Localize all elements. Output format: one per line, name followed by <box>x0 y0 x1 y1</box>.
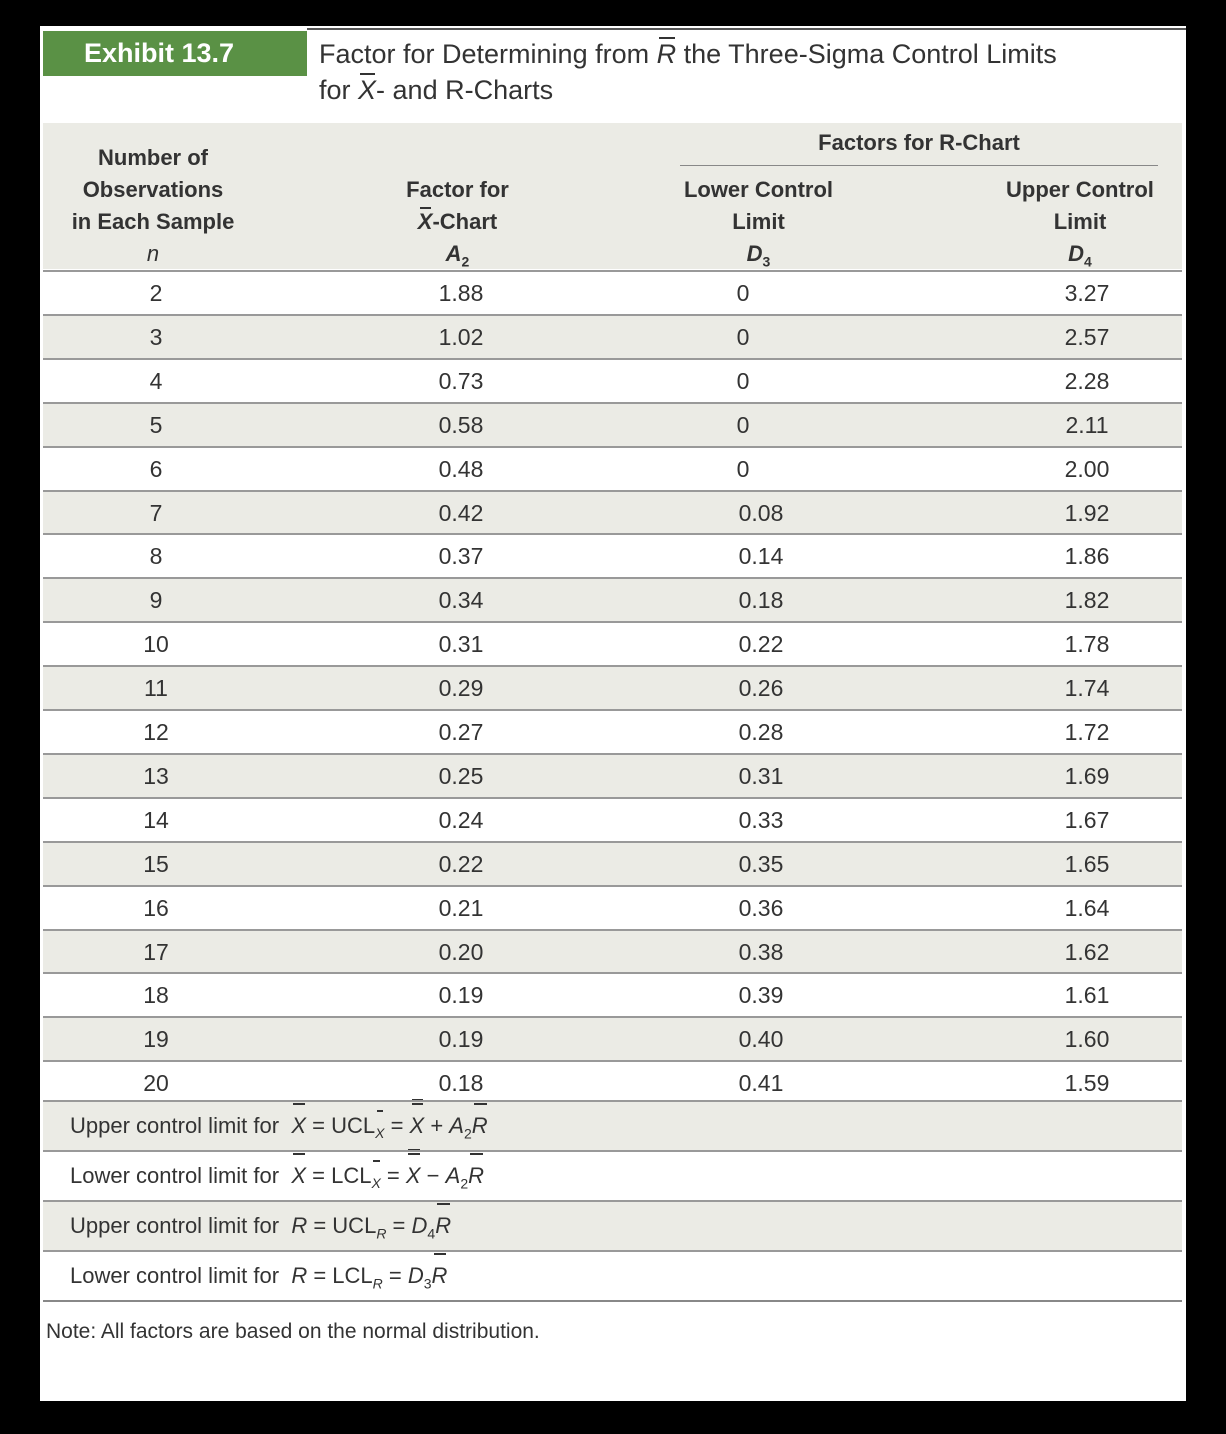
cell-d3: 0.35 <box>738 851 784 877</box>
cell-n: 18 <box>143 982 169 1008</box>
cell-d4: 1.62 <box>1064 939 1110 965</box>
row-rule <box>43 709 1182 711</box>
table-row <box>43 1062 1182 1104</box>
cell-n: 6 <box>149 456 163 482</box>
cell-d4: 1.59 <box>1064 1070 1110 1096</box>
cell-n: 5 <box>149 412 163 438</box>
header-n-symbol: n <box>146 241 160 266</box>
header-a2-sub: 2 <box>461 253 470 270</box>
header-d3-line2: Limit <box>732 209 785 234</box>
formula-ucl-x-expr: $X = UCL_X = X + A_2R$ <box>285 1113 487 1138</box>
row-rule <box>43 577 1182 579</box>
cell-d3: 0.28 <box>738 719 784 745</box>
cell-d4: 1.82 <box>1064 587 1110 613</box>
row-rule <box>43 402 1182 404</box>
exhibit-title <box>319 36 1057 108</box>
title-text-c: for <box>319 75 351 105</box>
cell-n: 15 <box>143 851 169 877</box>
cell-n: 8 <box>149 543 163 569</box>
cell-d4: 1.92 <box>1064 500 1110 526</box>
exhibit-label: Exhibit 13.7 <box>43 31 307 76</box>
row-rule <box>43 621 1182 623</box>
cell-n: 9 <box>149 587 163 613</box>
cell-d4: 1.78 <box>1064 631 1110 657</box>
formula-lcl-x-expr: $X = LCL_X = X - A_2R$ <box>285 1163 484 1188</box>
header-a2 <box>350 174 565 277</box>
header-a2-line1: Factor for <box>406 177 509 202</box>
cell-a2: 0.21 <box>438 895 484 921</box>
formula-rule <box>43 1200 1182 1202</box>
cell-d3: 0 <box>736 412 750 438</box>
cell-d3: 0.08 <box>738 500 784 526</box>
row-rule <box>43 1016 1182 1018</box>
row-rule <box>43 797 1182 799</box>
cell-a2: 0.37 <box>438 543 484 569</box>
row-rule <box>43 270 1182 272</box>
row-rule <box>43 314 1182 316</box>
header-d4-line2: Limit <box>1053 209 1107 234</box>
title-text-b: the Three-Sigma Control Limits <box>683 39 1057 69</box>
header-d4 <box>980 174 1180 277</box>
cell-n: 10 <box>143 631 169 657</box>
r-chart-group-label: Factors for R-Chart <box>818 130 1020 155</box>
cell-d3: 0.31 <box>738 763 784 789</box>
header-d4-sub: 4 <box>1084 253 1092 270</box>
cell-a2: 0.20 <box>438 939 484 965</box>
formula-top-rule <box>43 1100 1182 1102</box>
header-n <box>43 142 263 270</box>
header-d3-line1: Lower Control <box>683 177 834 202</box>
x-bar-symbol: X <box>358 72 376 108</box>
cell-n: 14 <box>143 807 169 833</box>
table-row <box>43 316 1182 358</box>
table-row <box>43 623 1182 665</box>
cell-a2: 0.58 <box>438 412 484 438</box>
formula-lcl-x-label: Lower control limit for <box>70 1163 280 1188</box>
header-d4-line1: Upper Control <box>1006 177 1154 202</box>
cell-a2: 0.31 <box>438 631 484 657</box>
row-rule <box>43 753 1182 755</box>
row-rule <box>43 972 1182 974</box>
cell-n: 3 <box>149 324 163 350</box>
cell-n: 19 <box>143 1026 169 1052</box>
header-d3-symbol: D <box>746 241 763 266</box>
table-row <box>43 1018 1182 1060</box>
cell-n: 20 <box>143 1070 169 1096</box>
cell-a2: 0.73 <box>438 368 484 394</box>
row-rule <box>43 533 1182 535</box>
table-row <box>43 931 1182 973</box>
r-bar-symbol: R <box>657 36 677 72</box>
cell-a2: 0.19 <box>438 1026 484 1052</box>
title-line-1 <box>319 36 1057 72</box>
table-row <box>43 448 1182 490</box>
row-rule <box>43 885 1182 887</box>
cell-a2: 0.24 <box>438 807 484 833</box>
cell-a2: 0.48 <box>438 456 484 482</box>
header-a2-symbol: A <box>445 241 462 266</box>
table-row <box>43 711 1182 753</box>
header-a2-xbar: X <box>418 206 433 238</box>
cell-d3: 0.33 <box>738 807 784 833</box>
cell-d4: 2.57 <box>1064 324 1110 350</box>
row-rule <box>43 490 1182 492</box>
cell-d3: 0.41 <box>738 1070 784 1096</box>
header-d4-symbol: D <box>1068 241 1085 266</box>
cell-n: 17 <box>143 939 169 965</box>
cell-d4: 1.69 <box>1064 763 1110 789</box>
table-row <box>43 887 1182 929</box>
table-row <box>43 843 1182 885</box>
cell-a2: 0.29 <box>438 675 484 701</box>
formula-ucl-x-label: Upper control limit for <box>70 1113 280 1138</box>
cell-d3: 0.39 <box>738 982 784 1008</box>
row-rule <box>43 446 1182 448</box>
table-row <box>43 360 1182 402</box>
title-line-2 <box>319 72 1057 108</box>
cell-d4: 2.28 <box>1064 368 1110 394</box>
cell-d3: 0.18 <box>738 587 784 613</box>
group-underline <box>680 165 1158 166</box>
cell-n: 7 <box>149 500 163 526</box>
row-rule <box>43 665 1182 667</box>
cell-d3: 0.26 <box>738 675 784 701</box>
cell-n: 4 <box>149 368 163 394</box>
cell-d4: 1.72 <box>1064 719 1110 745</box>
header-n-line3: in Each Sample <box>71 209 235 234</box>
cell-d4: 2.00 <box>1064 456 1110 482</box>
cell-d3: 0.38 <box>738 939 784 965</box>
row-rule <box>43 841 1182 843</box>
formula-rule <box>43 1250 1182 1252</box>
cell-a2: 0.34 <box>438 587 484 613</box>
table-row <box>43 667 1182 709</box>
row-rule <box>43 929 1182 931</box>
formula-lcl-r <box>43 1252 1182 1300</box>
cell-a2: 0.22 <box>438 851 484 877</box>
footnote: Note: All factors are based on the normal distribution. <box>46 1320 540 1343</box>
cell-d4: 3.27 <box>1064 280 1110 306</box>
cell-a2: 0.19 <box>438 982 484 1008</box>
formula-lcl-r-expr: $R = LCL_R = D_3R$ <box>285 1263 447 1288</box>
cell-d3: 0 <box>736 368 750 394</box>
cell-n: 13 <box>143 763 169 789</box>
formula-ucl-r-label: Upper control limit for <box>70 1213 280 1238</box>
top-rule <box>307 28 1186 30</box>
table-row <box>43 492 1182 534</box>
cell-a2: 0.25 <box>438 763 484 789</box>
cell-d3: 0 <box>736 456 750 482</box>
cell-n: 12 <box>143 719 169 745</box>
header-n-line2: Observations <box>82 177 224 202</box>
cell-d3: 0 <box>736 324 750 350</box>
title-text-d: - and R-Charts <box>376 75 554 105</box>
table-row <box>43 579 1182 621</box>
cell-d3: 0 <box>736 280 750 306</box>
header-n-line1: Number of <box>98 145 208 170</box>
cell-d3: 0.40 <box>738 1026 784 1052</box>
formula-rule <box>43 1150 1182 1152</box>
row-rule <box>43 358 1182 360</box>
table-row <box>43 755 1182 797</box>
table-row <box>43 535 1182 577</box>
cell-d3: 0.14 <box>738 543 784 569</box>
cell-d4: 1.86 <box>1064 543 1110 569</box>
cell-n: 2 <box>149 280 163 306</box>
table-row <box>43 799 1182 841</box>
formula-ucl-r-expr: $R = UCL_R = D_4R$ <box>285 1213 451 1238</box>
formula-lcl-x <box>43 1152 1182 1200</box>
cell-d4: 1.64 <box>1064 895 1110 921</box>
cell-a2: 0.27 <box>438 719 484 745</box>
cell-a2: 0.18 <box>438 1070 484 1096</box>
cell-a2: 1.88 <box>438 280 484 306</box>
cell-d4: 2.11 <box>1065 412 1109 438</box>
r-chart-group-header <box>680 130 1158 156</box>
table-row <box>43 974 1182 1016</box>
cell-a2: 1.02 <box>438 324 484 350</box>
cell-d4: 1.74 <box>1064 675 1110 701</box>
exhibit-page <box>40 26 1186 1401</box>
title-text-a: Factor for Determining from <box>319 39 650 69</box>
cell-d4: 1.60 <box>1064 1026 1110 1052</box>
cell-d4: 1.65 <box>1064 851 1110 877</box>
table-row <box>43 272 1182 314</box>
cell-d4: 1.67 <box>1064 807 1110 833</box>
table-row <box>43 404 1182 446</box>
row-rule <box>43 1060 1182 1062</box>
cell-a2: 0.42 <box>438 500 484 526</box>
header-a2-line2: -Chart <box>432 209 498 234</box>
formula-lcl-r-label: Lower control limit for <box>70 1263 280 1288</box>
cell-d3: 0.22 <box>738 631 784 657</box>
header-d3-sub: 3 <box>762 253 771 270</box>
header-d3 <box>655 174 862 277</box>
formula-ucl-x <box>43 1102 1182 1150</box>
cell-d4: 1.61 <box>1064 982 1110 1008</box>
formula-ucl-r <box>43 1202 1182 1250</box>
bottom-rule <box>43 1300 1182 1302</box>
cell-d3: 0.36 <box>738 895 784 921</box>
cell-n: 16 <box>143 895 169 921</box>
cell-n: 11 <box>144 675 168 701</box>
